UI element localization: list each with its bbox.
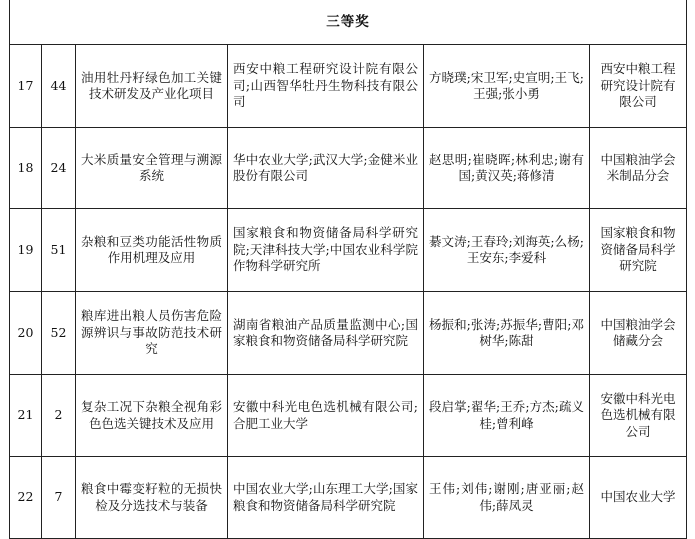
recommending-unit: 中国粮油学会储藏分会 — [590, 292, 687, 375]
project-code: 51 — [42, 209, 76, 292]
section-header-row — [10, 0, 687, 45]
project-name: 油用牡丹籽绿色加工关键技术研发及产业化项目 — [76, 45, 228, 128]
row-number: 21 — [10, 375, 42, 457]
project-name: 杂粮和豆类功能活性物质作用机理及应用 — [76, 209, 228, 292]
recommending-unit: 安徽中科光电色选机械有限公司 — [590, 375, 687, 457]
main-contributors: 方晓璞;宋卫军;史宣明;王飞;王强;张小勇 — [424, 45, 590, 128]
main-contributors: 綦文涛;王春玲;刘海英;么杨;王安东;李爱科 — [424, 209, 590, 292]
table-row — [10, 45, 687, 128]
organizations: 华中农业大学;武汉大学;金健米业股份有限公司 — [228, 128, 424, 209]
row-number: 19 — [10, 209, 42, 292]
awards-table — [9, 0, 687, 539]
table-row — [10, 457, 687, 539]
project-code: 44 — [42, 45, 76, 128]
recommending-unit: 中国农业大学 — [590, 457, 687, 539]
project-code: 7 — [42, 457, 76, 539]
organizations: 湖南省粮油产品质量监测中心;国家粮食和物资储备局科学研究院 — [228, 292, 424, 375]
section-title: 三等奖 — [10, 0, 687, 45]
row-number: 18 — [10, 128, 42, 209]
row-number: 17 — [10, 45, 42, 128]
project-name: 粮库进出粮人员伤害危险源辨识与事故防范技术研究 — [76, 292, 228, 375]
recommending-unit: 西安中粮工程研究设计院有限公司 — [590, 45, 687, 128]
main-contributors: 王伟;刘伟;谢刚;唐亚丽;赵伟;薛凤灵 — [424, 457, 590, 539]
project-name: 大米质量安全管理与溯源系统 — [76, 128, 228, 209]
project-name: 复杂工况下杂粮全视角彩色色选关键技术及应用 — [76, 375, 228, 457]
recommending-unit: 中国粮油学会米制品分会 — [590, 128, 687, 209]
recommending-unit: 国家粮食和物资储备局科学研究院 — [590, 209, 687, 292]
table-row — [10, 292, 687, 375]
row-number: 20 — [10, 292, 42, 375]
organizations: 国家粮食和物资储备局科学研究院;天津科技大学;中国农业科学院作物科学研究所 — [228, 209, 424, 292]
row-number: 22 — [10, 457, 42, 539]
project-code: 2 — [42, 375, 76, 457]
main-contributors: 赵思明;崔晓晖;林利忠;谢有国;黄汉英;蒋修清 — [424, 128, 590, 209]
organizations: 安徽中科光电色选机械有限公司;合肥工业大学 — [228, 375, 424, 457]
table-row — [10, 209, 687, 292]
table-row — [10, 375, 687, 457]
project-name: 粮食中霉变籽粒的无损快检及分选技术与装备 — [76, 457, 228, 539]
main-contributors: 杨振和;张涛;苏振华;曹阳;邓树华;陈甜 — [424, 292, 590, 375]
project-code: 24 — [42, 128, 76, 209]
project-code: 52 — [42, 292, 76, 375]
table-row — [10, 128, 687, 209]
main-contributors: 段启掌;翟华;王乔;方杰;疏义桂;曾利峰 — [424, 375, 590, 457]
organizations: 中国农业大学;山东理工大学;国家粮食和物资储备局科学研究院 — [228, 457, 424, 539]
organizations: 西安中粮工程研究设计院有限公司;山西智华牡丹生物科技有限公司 — [228, 45, 424, 128]
